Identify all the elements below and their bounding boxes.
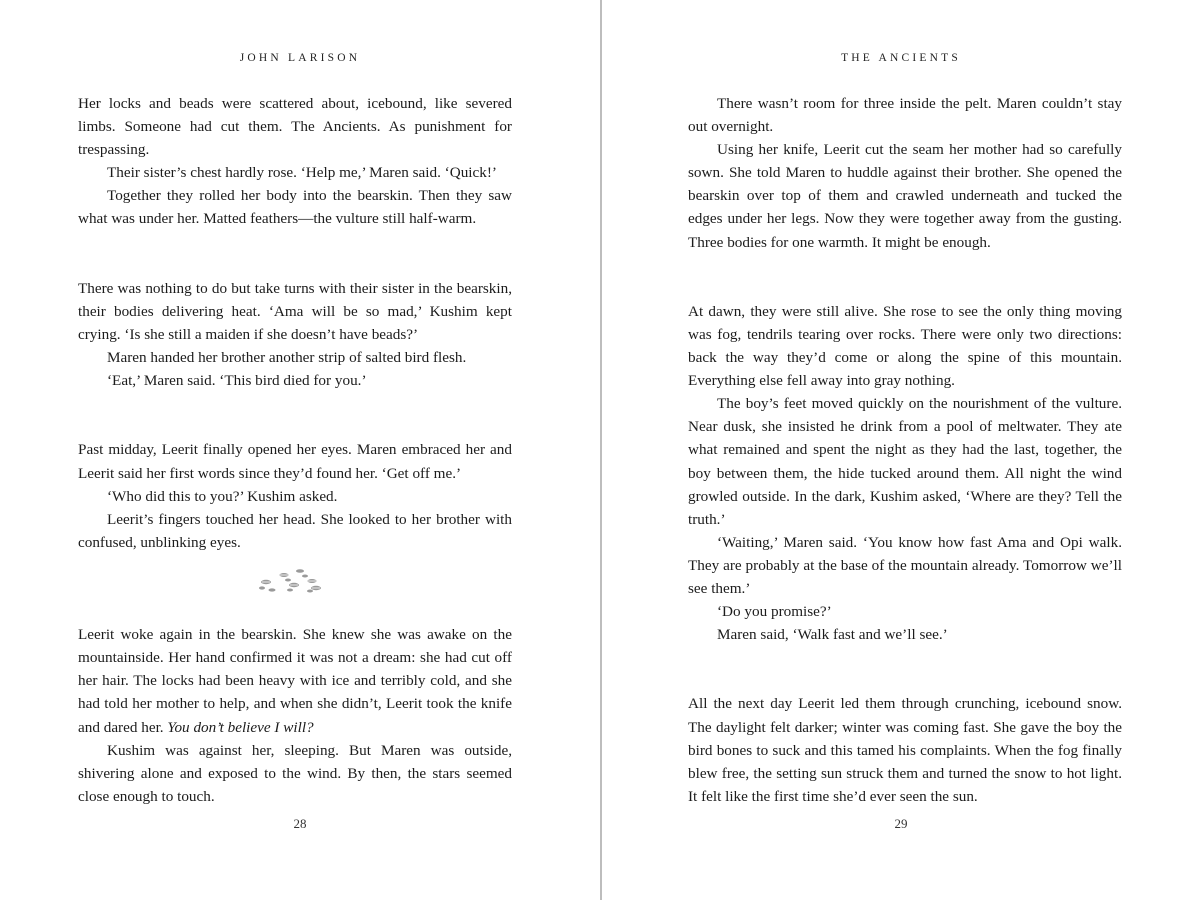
paragraph: Leerit woke again in the bearskin. She knew she was awake on the mountainside. Her hand confirmed it was not a dream: she had cut off her hair. The locks had been heavy with ice and terribly cold, and she had told her mother to help, and when she didn’t, Leerit took the knife and dared her. You don’t believe I will? xyxy=(78,626,512,736)
paragraph: There was nothing to do but take turns with their sister in the bearskin, their bodies delivering heat. ‘Ama will be so mad,’ Kushim kept crying. ‘Is she still a maiden if she doesn’t have beads?’ xyxy=(78,279,512,343)
running-head-author: JOHN LARISON xyxy=(239,52,361,64)
paragraph: ‘Eat,’ Maren said. ‘This bird died for you.’ xyxy=(107,372,367,390)
paragraph: ‘Waiting,’ Maren said. ‘You know how fast Ama and Opi walk. They are probably at the base of the mountain already. Tomorrow we’ll see them.’ xyxy=(688,533,1122,597)
paragraph: ‘Who did this to you?’ Kushim asked. xyxy=(107,487,338,505)
paragraph: Kushim was against her, sleeping. But Maren was outside, shivering alone and exposed to the wind. By then, the stars seemed close enough to touch. xyxy=(78,741,512,805)
paragraph: All the next day Leerit led them through crunching, icebound snow. The daylight felt darker; winter was coming fast. She gave the boy the bird bones to suck and this tamed his complaints. When the fog finally blew free, the setting sun struck them and turned the snow to hot light. It felt like the first time she’d ever seen the sun. xyxy=(688,695,1122,805)
paragraph: Maren said, ‘Walk fast and we’ll see.’ xyxy=(717,626,948,644)
section-break xyxy=(688,254,1122,300)
page-number: 28 xyxy=(293,816,307,831)
paragraph: Using her knife, Leerit cut the seam her mother had so carefully sown. She told Maren to huddle against their brother. She opened the bearskin over top of them and crawled underneath and tucked the edges under her legs. Now they were together away from the gusting. Three bodies for one warmth. It might be enough. xyxy=(688,141,1122,251)
paragraph: Their sister’s chest hardly rose. ‘Help me,’ Maren said. ‘Quick!’ xyxy=(107,164,497,182)
paragraph: ‘Do you promise?’ xyxy=(717,603,832,621)
italic-phrase: You don’t believe I will? xyxy=(167,718,314,736)
section-break xyxy=(688,646,1122,692)
paragraph: Leerit’s fingers touched her head. She looked to her brother with confused, unblinking eyes. xyxy=(78,510,512,551)
right-page xyxy=(602,0,1200,900)
running-head-title: THE ANCIENTS xyxy=(841,52,961,64)
section-ornament xyxy=(78,554,512,623)
bird-tracks-icon xyxy=(258,566,336,596)
paragraph: Past midday, Leerit finally opened her eyes. Maren embraced her and Leerit said her first words since they’d found her. ‘Get off me.’ xyxy=(78,441,512,482)
paragraph: At dawn, they were still alive. She rose to see the only thing moving was fog, tendrils tearing over rocks. There were only two directions: back the way they’d come or along the spine of this mountain. Everything else fell away into gray nothing. xyxy=(688,302,1122,390)
paragraph: Her locks and beads were scattered about, icebound, like severed limbs. Someone had cut them. The Ancients. As punishment for trespassing. xyxy=(78,95,512,159)
paragraph: Maren handed her brother another strip of salted bird flesh. xyxy=(107,349,467,367)
left-text-block xyxy=(78,92,512,808)
paragraph: Together they rolled her body into the bearskin. Then they saw what was under her. Matted feathers—the vulture still half-warm. xyxy=(78,187,512,228)
section-break xyxy=(78,392,512,438)
section-break xyxy=(78,231,512,277)
right-text-block xyxy=(688,92,1122,808)
page-number: 29 xyxy=(894,816,908,831)
paragraph: The boy’s feet moved quickly on the nourishment of the vulture. Near dusk, she insisted he drink from a pool of meltwater. They ate what remained and spent the night as they had the last, together, the boy between them, the hide tucked around them. All night the wind growled outside. In the dark, Kushim asked, ‘Where are they? Tell the truth.’ xyxy=(688,395,1122,528)
paragraph: There wasn’t room for three inside the pelt. Maren couldn’t stay out overnight. xyxy=(688,95,1122,136)
